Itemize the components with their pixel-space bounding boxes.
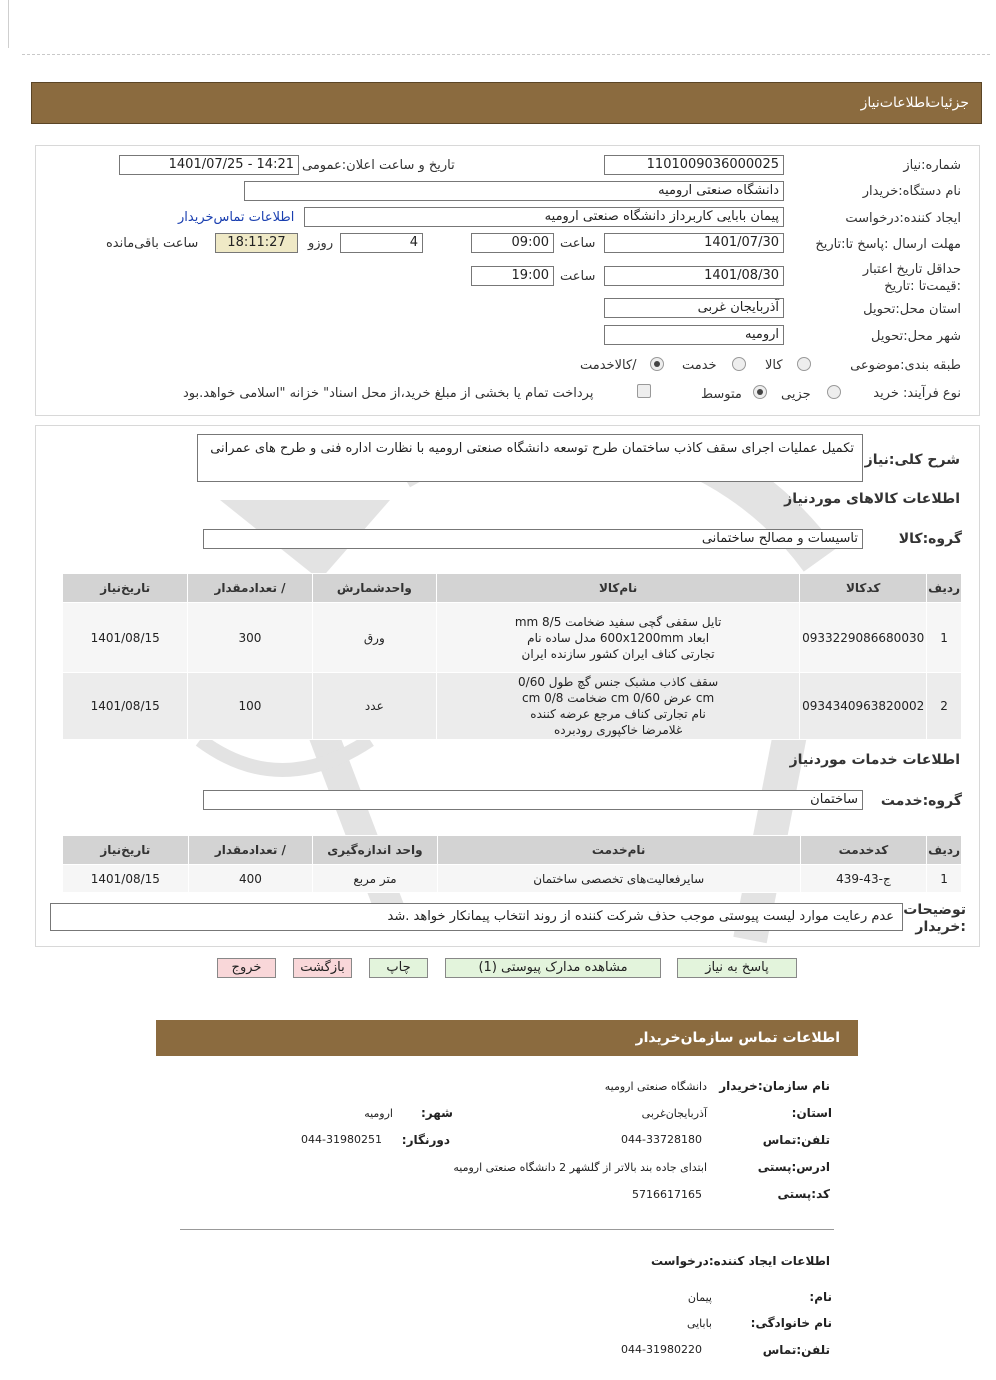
goods-row-index: 1 (927, 603, 962, 673)
services-col-unit: واحد اندازه‌گیری (313, 836, 438, 865)
days-label: روزو (308, 236, 334, 251)
treasury-payment-note: پرداخت تمام یا بخشی از مبلغ خرید،از محل اسناد" خزانه "اسلامی خواهد.بود (183, 386, 594, 401)
creator-name-value: پیمان (687, 1291, 712, 1304)
category-both-label: /کالاخدمت (580, 358, 637, 373)
delivery-province-field[interactable]: آذربایجان غربی (604, 298, 784, 318)
city-value: ارومیه (364, 1107, 393, 1120)
services-group-field[interactable]: ساختمان (203, 790, 863, 810)
creator-info-title: اطلاعات ایجاد کننده:درخواست (650, 1254, 830, 1268)
category-label: طبقه بندی:موضوعی (850, 358, 961, 373)
contact-title: اطلاعات تماس سازمان‌خریدار (635, 1030, 840, 1046)
delivery-city-field[interactable]: ارومیه (604, 325, 784, 345)
goods-col-row: ردیف (927, 574, 962, 603)
service-name: سایرفعالیت‌های تخصصی ساختمان (437, 865, 800, 893)
validity-time-label: ساعت (560, 269, 596, 284)
description-box: تکمیل عملیات اجرای سقف کاذب ساختمان طرح توسعه دانشگاه صنعتی ارومیه با نظارت اداره فنی و طرح های عمرانی (197, 434, 863, 482)
creator-name-label: نام: (809, 1290, 832, 1304)
goods-row-index: 2 (927, 673, 962, 740)
days-remaining-field[interactable]: 4 (340, 233, 423, 253)
goods-item-name: سقف کاذب مشبک جنس گچ طول 0/60 cm عرض 0/60 cm ضخامت 0/8 cm نام تجارتی کناف مرجع عرضه کننده غلامرضا خاکپوری رودبرده (437, 673, 800, 740)
org-name-value: دانشگاه صنعتی ارومیه (604, 1080, 707, 1093)
back-button[interactable]: بازگشت (293, 958, 352, 978)
delivery-city-label: شهر محل:تحویل (871, 329, 961, 344)
need-number-field[interactable]: 1101009036000025 (604, 155, 784, 175)
buyer-notes-label: توضیحات :خریدار (903, 902, 966, 935)
postal-code-label: کد:پستی (777, 1187, 830, 1201)
services-col-qty: / تعدادمقدار (188, 836, 313, 865)
address-value: ابتدای جاده بند بالاتر از گلشهر 2 دانشگاه صنعتی ارومیه (453, 1161, 707, 1174)
category-service-label: خدمت (682, 358, 717, 373)
services-section-title: اطلاعات خدمات موردنیاز (789, 752, 960, 768)
buyer-org-field[interactable]: دانشگاه صنعتی ارومیه (244, 181, 784, 201)
category-goods-label: کالا (765, 358, 783, 373)
deadline-label: مهلت ارسال :پاسخ تا:تاریخ (815, 237, 961, 252)
deadline-time-label: ساعت (560, 236, 596, 251)
goods-item-date: 1401/08/15 (63, 673, 188, 740)
service-code: ج-43-439 (800, 865, 926, 893)
contact-divider (180, 1229, 834, 1230)
phone-value: 044-33728180 (621, 1133, 702, 1146)
service-date: 1401/08/15 (63, 865, 189, 893)
category-goods-radio[interactable] (797, 357, 811, 371)
service-row-index: 1 (927, 865, 962, 893)
services-col-row: ردیف (927, 836, 962, 865)
validity-date-field[interactable]: 1401/08/30 (604, 266, 784, 286)
fax-label: دورنگار: (401, 1133, 450, 1147)
tab-details[interactable]: جزئیات (927, 95, 969, 111)
remaining-time-label: ساعت باقی‌مانده (106, 236, 199, 251)
print-button[interactable]: چاپ (369, 958, 428, 978)
process-medium-radio[interactable] (753, 385, 767, 399)
creator-family-value: بابایی (686, 1317, 712, 1330)
goods-item-unit: ورق (312, 603, 436, 673)
address-label: ادرس:پستی (757, 1160, 830, 1174)
process-partial-label: جزیی (781, 387, 811, 402)
province-value: آذربایجان‌غربی (641, 1107, 707, 1120)
need-number-label: شماره:نیاز (903, 158, 961, 173)
contact-header-bar (156, 1020, 858, 1056)
goods-item-unit: عدد (312, 673, 436, 740)
creator-label: ایجاد کننده:درخواست (845, 211, 961, 226)
province-label: استان: (791, 1106, 832, 1120)
goods-col-date: تاریخ‌نیاز (63, 574, 188, 603)
goods-item-date: 1401/08/15 (63, 603, 188, 673)
exit-button[interactable]: خروج (217, 958, 276, 978)
goods-section-title: اطلاعات کالاهای موردنیاز (784, 491, 960, 507)
delivery-province-label: استان محل:تحویل (863, 302, 961, 317)
treasury-payment-checkbox[interactable] (637, 384, 651, 398)
table-row (63, 673, 962, 740)
postal-code-value: 5716617165 (632, 1188, 702, 1201)
goods-col-unit: واحدشمارش (312, 574, 436, 603)
process-medium-label: متوسط (701, 387, 742, 402)
goods-col-code: کدکالا (800, 574, 927, 603)
top-divider (22, 54, 990, 55)
goods-item-qty: 300 (188, 603, 312, 673)
goods-group-label: گروه:کالا (898, 531, 962, 547)
goods-group-field[interactable]: تاسیسات و مصالح ساختمانی (203, 529, 863, 549)
services-col-code: کدخدمت (800, 836, 926, 865)
goods-item-code: 0934340963820002 (800, 673, 927, 740)
process-partial-radio[interactable] (827, 385, 841, 399)
services-group-label: گروه:خدمت (880, 793, 962, 809)
page-header-bar (31, 82, 982, 124)
org-name-label: نام سازمان:خریدار (719, 1079, 830, 1093)
announce-date-field[interactable]: 1401/07/25 - 14:21 (119, 155, 299, 175)
creator-phone-value: 044-31980220 (621, 1343, 702, 1356)
category-both-radio[interactable] (650, 357, 664, 371)
phone-label: تلفن:تماس (762, 1133, 830, 1147)
buyer-notes-box: عدم رعایت موارد لیست پیوستی موجب حذف شرکت کننده از روند انتخاب پیمانکار خواهد .شد (50, 903, 903, 931)
creator-field[interactable]: پیمان بابایی کاربرداز دانشگاه صنعتی ارومیه (304, 207, 784, 227)
goods-item-qty: 100 (188, 673, 312, 740)
buyer-org-label: نام دستگاه:خریدار (862, 184, 961, 199)
buyer-contact-link[interactable]: اطلاعات تماس‌خریدار (178, 210, 295, 225)
deadline-time-field[interactable]: 09:00 (471, 233, 554, 253)
city-label: شهر: (421, 1106, 453, 1120)
description-label: شرح کلی:نیاز (864, 452, 960, 468)
page-left-border (8, 0, 9, 48)
services-col-name: نام‌خدمت (437, 836, 800, 865)
countdown-timer: 18:11:27 (215, 233, 298, 253)
validity-time-field[interactable]: 19:00 (471, 266, 554, 286)
service-unit: متر مربع (313, 865, 438, 893)
services-col-date: تاریخ‌نیاز (63, 836, 189, 865)
attachments-button[interactable]: مشاهده مدارک پیوستی (1) (445, 958, 661, 978)
service-qty: 400 (188, 865, 313, 893)
goods-table (62, 573, 962, 740)
price-validity-label: حداقل تاریخ اعتبار :قیمت‌تا :تاریخ (862, 262, 961, 294)
services-table (62, 835, 962, 893)
deadline-date-field[interactable]: 1401/07/30 (604, 233, 784, 253)
table-row (63, 865, 962, 893)
category-service-radio[interactable] (732, 357, 746, 371)
creator-family-label: نام خانوادگی: (750, 1316, 832, 1330)
fax-value: 044-31980251 (301, 1133, 382, 1146)
reply-button[interactable]: پاسخ به نیاز (677, 958, 797, 978)
goods-item-name: تایل سقفی گچی سفید ضخامت 8/5 mm ابعاد 600x1200mm مدل ساده نام تجارتی کناف ایران کشور سازنده ایران (437, 603, 800, 673)
tab-need-info[interactable]: اطلاعات‌نیاز (860, 95, 929, 111)
goods-col-qty: / تعدادمقدار (188, 574, 312, 603)
goods-item-code: 0933229086680030 (800, 603, 927, 673)
process-type-label: نوع فرآیند: خرید (873, 386, 961, 401)
table-row (63, 603, 962, 673)
goods-col-name: نام‌کالا (437, 574, 800, 603)
announce-date-label: تاریخ و ساعت اعلان:عمومی (302, 158, 455, 173)
creator-phone-label: تلفن:تماس (762, 1343, 830, 1357)
